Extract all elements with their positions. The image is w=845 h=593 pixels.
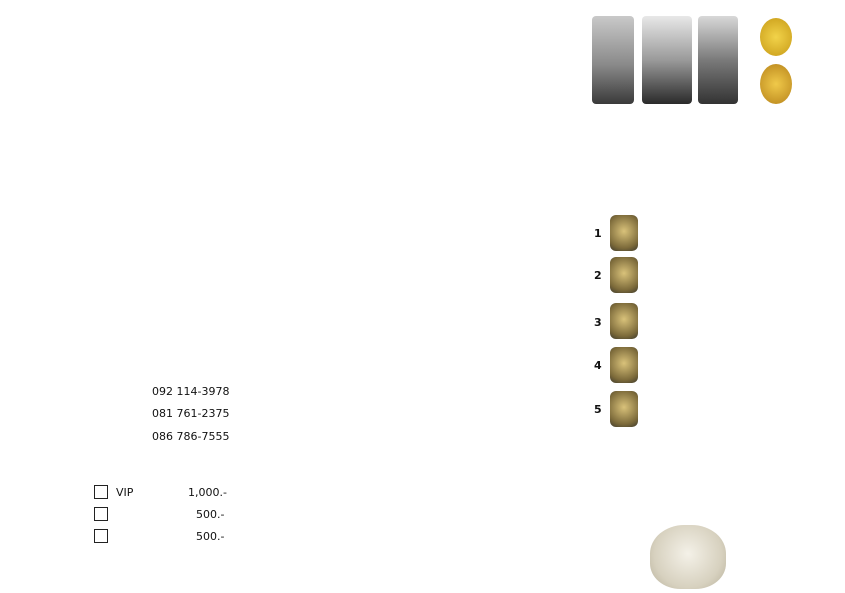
amulet-photo bbox=[650, 525, 726, 589]
medal-number: 3 bbox=[594, 316, 602, 329]
fee-amount: 500.- bbox=[196, 530, 225, 543]
logo-emblem bbox=[760, 64, 792, 104]
fee-checkbox[interactable] bbox=[94, 529, 108, 543]
fee-category: VIP bbox=[116, 486, 134, 499]
contact-phone: 092 114-3978 bbox=[152, 385, 230, 398]
medal-photo bbox=[610, 303, 638, 339]
fee-checkbox[interactable] bbox=[94, 507, 108, 521]
fee-amount: 1,000.- bbox=[188, 486, 227, 499]
medal-number: 5 bbox=[594, 403, 602, 416]
medal-photo bbox=[610, 215, 638, 251]
logo-emblem bbox=[760, 18, 792, 56]
trophy-photo bbox=[592, 16, 634, 104]
trophy-photo bbox=[698, 16, 738, 104]
contact-phone: 081 761-2375 bbox=[152, 407, 230, 420]
trophy-photo bbox=[642, 16, 692, 104]
medal-number: 2 bbox=[594, 269, 602, 282]
fee-amount: 500.- bbox=[196, 508, 225, 521]
medal-photo bbox=[610, 391, 638, 427]
medal-photo bbox=[610, 347, 638, 383]
medal-photo bbox=[610, 257, 638, 293]
medal-number: 4 bbox=[594, 359, 602, 372]
medal-number: 1 bbox=[594, 227, 602, 240]
fee-checkbox-vip[interactable] bbox=[94, 485, 108, 499]
contact-phone: 086 786-7555 bbox=[152, 430, 230, 443]
